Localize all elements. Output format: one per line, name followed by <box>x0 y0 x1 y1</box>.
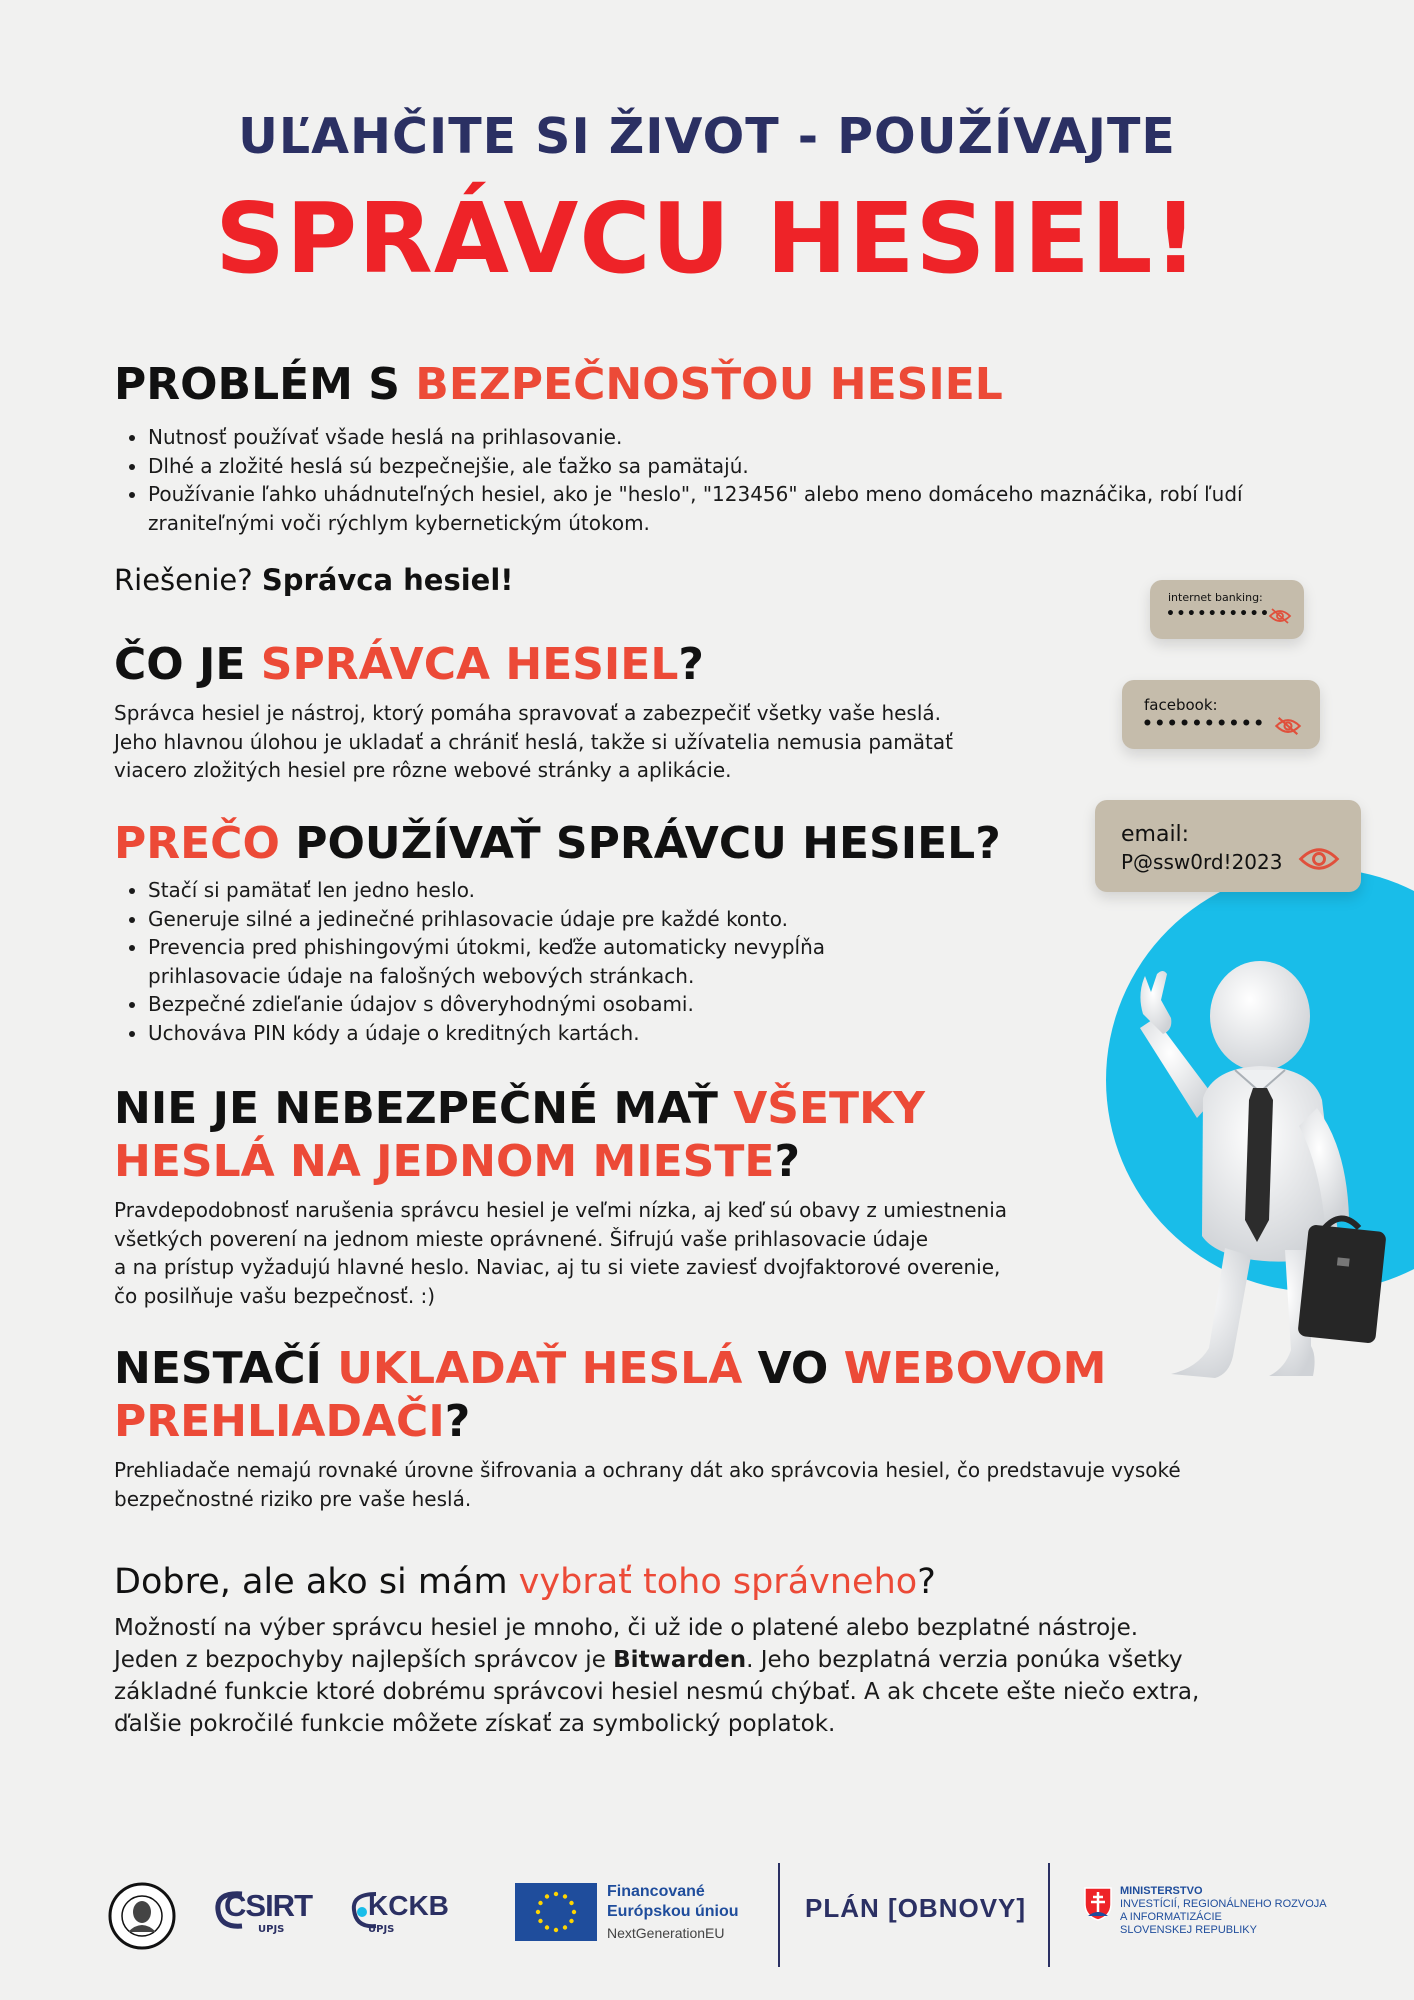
section-browser <box>114 1342 1314 1513</box>
section-danger <box>114 1082 1114 1310</box>
choose-title: Dobre, ale ako si mám vybrať toho správneho? <box>114 1562 936 1602</box>
list-item: • Bezpečné zdieľanie údajov s dôveryhodnými osobami. <box>148 990 928 1019</box>
bubble-internet-banking <box>1150 580 1304 639</box>
what-title: ČO JE SPRÁVCA HESIEL? <box>114 639 704 690</box>
csirt-text: CSIRT <box>224 1888 312 1923</box>
headline-top: UĽAHČITE SI ŽIVOT - POUŽÍVAJTE <box>238 108 1176 165</box>
bubble-fb-dots: •••••••••• <box>1142 714 1266 734</box>
ministry-text: MINISTERSTVO INVESTÍCIÍ, REGIONÁLNEHO ROZVOJA A INFORMATIZÁCIE SLOVENSKEJ REPUBLIKY <box>1120 1885 1327 1936</box>
problem-title: PROBLÉM S BEZPEČNOSŤOU HESIEL <box>114 359 1003 410</box>
list-item: • Generuje silné a jedinečné prihlasovacie údaje pre každé konto. <box>148 905 928 934</box>
section-why <box>114 817 1074 1047</box>
section-choose <box>114 1562 1334 1740</box>
what-text: Správca hesiel je nástroj, ktorý pomáha spravovať a zabezpečiť všetky vaše heslá. Jeho hlavnou úlohou je ukladať a chrániť heslá, takže si užívatelia nemusia pamätať viacero zložitých hesiel pre rôzne webové stránky a aplikácie. <box>114 701 953 782</box>
eye-hidden-icon <box>1268 608 1292 624</box>
bubble-email <box>1095 800 1361 892</box>
headline-main: SPRÁVCU HESIEL! <box>215 182 1199 295</box>
kckb-logo <box>350 1888 460 1948</box>
section-what <box>114 638 1074 785</box>
why-title: PREČO POUŽÍVAŤ SPRÁVCU HESIEL? <box>114 818 1001 869</box>
eye-icon <box>1297 844 1341 874</box>
bubble-fb-label: facebook: <box>1144 696 1218 714</box>
csirt-sub: UPJS <box>258 1924 285 1935</box>
upjs-seal-logo <box>108 1882 176 1950</box>
divider <box>778 1863 780 1967</box>
danger-text: Pravdepodobnosť narušenia správcu hesiel je veľmi nízka, aj keď sú obavy z umiestnenia všetkých poverení na jednom mieste oprávnené. Šifrujú vaše prihlasovacie údaje a na prístup vyžadujú hlavné heslo. Naviac, aj tu si viete zaviesť dvojfaktorové overenie, čo posilňuje vašu bezpečnosť. :) <box>114 1198 1008 1308</box>
csirt-logo <box>214 1888 326 1948</box>
list-item: • Prevencia pred phishingovými útokmi, keďže automaticky nevypĺňa prihlasovacie údaje na falošných webových stránkach. <box>148 933 928 990</box>
browser-title: NESTAČÍ UKLADAŤ HESLÁ VO WEBOVOM PREHLIADAČI? <box>114 1343 1107 1447</box>
slovak-coat-of-arms-icon <box>1083 1886 1113 1922</box>
kckb-sub: UPJS <box>368 1924 395 1935</box>
bubble-bank-label: internet banking: <box>1168 591 1263 604</box>
bubble-facebook <box>1122 680 1320 749</box>
plan-obnovy-logo: PLÁN [OBNOVY] <box>805 1893 1027 1923</box>
list-item: • Nutnosť používať všade heslá na prihlasovanie. <box>148 423 1314 452</box>
list-item: • Stačí si pamätať len jedno heslo. <box>148 876 928 905</box>
eu-funding-text: Financované Európskou úniou NextGenerationEU <box>607 1883 739 1941</box>
problem-list <box>114 423 1314 537</box>
bubble-bank-dots: •••••••••• <box>1166 606 1271 622</box>
businessman-figure <box>1085 948 1405 1388</box>
browser-text: Prehliadače nemajú rovnaké úrovne šifrovania a ochrany dát ako správcovia hesiel, čo predstavuje vysoké bezpečnostné riziko pre vaše heslá. <box>114 1458 1181 1511</box>
section-problem <box>114 358 1314 537</box>
solution-line: Riešenie? Správca hesiel! <box>114 563 514 597</box>
list-item: • Uchováva PIN kódy a údaje o kreditných kartách. <box>148 1019 928 1048</box>
why-list <box>114 876 928 1047</box>
eye-hidden-icon <box>1274 716 1302 736</box>
bubble-email-label: email: <box>1121 822 1190 847</box>
choose-text: Možností na výber správcu hesiel je mnoho, či už ide o platené alebo bezplatné nástroje. Jeden z bezpochyby najlepších správcov je Bitwarden. Jeho bezplatná verzia ponúka všetky základné funkcie ktoré dobrému správcovi hesiel nesmú chýbať. A ak chcete ešte niečo extra, ďalšie pokročilé funkcie môžete získať za symbolický poplatok. <box>114 1615 1200 1737</box>
list-item: • Dlhé a zložité heslá sú bezpečnejšie, ale ťažko sa pamätajú. <box>148 452 1314 481</box>
divider <box>1048 1863 1050 1967</box>
bubble-email-value: P@ssw0rd!2023 <box>1121 850 1283 874</box>
list-item: • Používanie ľahko uhádnuteľných hesiel, ako je "heslo", "123456" alebo meno domáceho maznáčika, robí ľudí zraniteľnými voči rýchlym kybernetickým útokom. <box>148 480 1314 537</box>
danger-title: NIE JE NEBEZPEČNÉ MAŤ VŠETKY HESLÁ NA JEDNOM MIESTE? <box>114 1083 926 1187</box>
eu-flag-icon <box>515 1883 597 1941</box>
kckb-text: KCKB <box>368 1890 449 1921</box>
